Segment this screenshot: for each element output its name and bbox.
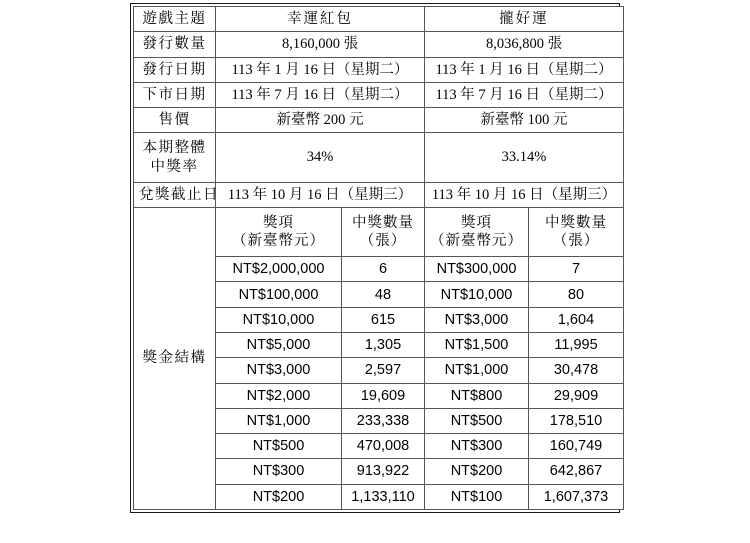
cell-game1-prize-count: 2,597 xyxy=(342,358,425,383)
subheader-game2-prize-line2: （新臺幣元） xyxy=(430,233,523,250)
cell-game1-prize-count: 913,922 xyxy=(342,459,425,484)
subheader-game2-prize-line1: 獎項 xyxy=(461,214,492,231)
value-game2-issue-quantity: 8,036,800 張 xyxy=(425,32,624,57)
cell-game2-prize-amount: NT$100 xyxy=(425,484,529,509)
subheader-game1-prize xyxy=(216,207,342,256)
row-delist-date xyxy=(134,82,624,107)
value-game1-issue-date: 113 年 1 月 16 日（星期二） xyxy=(216,57,425,82)
cell-game2-prize-amount: NT$300,000 xyxy=(425,257,529,282)
cell-game2-prize-amount: NT$3,000 xyxy=(425,307,529,332)
label-claim-deadline: 兌獎截止日 xyxy=(134,182,216,207)
cell-game2-prize-count: 7 xyxy=(529,257,624,282)
cell-game2-prize-count: 11,995 xyxy=(529,333,624,358)
subheader-game1-count-line2: （張） xyxy=(359,233,407,250)
subheader-game2-count-line2: （張） xyxy=(552,233,600,250)
cell-game2-prize-amount: NT$200 xyxy=(425,459,529,484)
subheader-game1-count xyxy=(342,207,425,256)
cell-game2-prize-count: 642,867 xyxy=(529,459,624,484)
cell-game1-prize-amount: NT$200 xyxy=(216,484,342,509)
row-claim-deadline xyxy=(134,182,624,207)
value-game2-delist-date: 113 年 7 月 16 日（星期二） xyxy=(425,82,624,107)
subheader-game1-count-line1: 中獎數量 xyxy=(352,214,414,231)
cell-game1-prize-amount: NT$10,000 xyxy=(216,307,342,332)
subheader-game2-count-line1: 中獎數量 xyxy=(545,214,607,231)
row-price xyxy=(134,108,624,133)
value-game1-delist-date: 113 年 7 月 16 日（星期二） xyxy=(216,82,425,107)
cell-game1-prize-count: 233,338 xyxy=(342,408,425,433)
cell-game2-prize-amount: NT$500 xyxy=(425,408,529,433)
cell-game2-prize-count: 30,478 xyxy=(529,358,624,383)
cell-game1-prize-count: 615 xyxy=(342,307,425,332)
value-game1-price: 新臺幣 200 元 xyxy=(216,108,425,133)
cell-game2-prize-amount: NT$800 xyxy=(425,383,529,408)
cell-game2-prize-amount: NT$1,000 xyxy=(425,358,529,383)
value-game2-title: 攏好運 xyxy=(425,7,624,32)
subheader-game2-prize xyxy=(425,207,529,256)
cell-game1-prize-amount: NT$2,000,000 xyxy=(216,257,342,282)
label-prize-structure: 獎金結構 xyxy=(134,207,216,509)
subheader-game1-prize-line2: （新臺幣元） xyxy=(232,233,325,250)
cell-game2-prize-amount: NT$10,000 xyxy=(425,282,529,307)
label-game-theme: 遊戲主題 xyxy=(134,7,216,32)
cell-game1-prize-amount: NT$300 xyxy=(216,459,342,484)
cell-game1-prize-count: 48 xyxy=(342,282,425,307)
cell-game2-prize-amount: NT$300 xyxy=(425,434,529,459)
subheader-game1-prize-line1: 獎項 xyxy=(263,214,294,231)
lottery-spec-table-container xyxy=(130,3,620,513)
value-game1-claim-deadline: 113 年 10 月 16 日（星期三） xyxy=(216,182,425,207)
value-game2-claim-deadline: 113 年 10 月 16 日（星期三） xyxy=(425,182,624,207)
row-prize-subheader xyxy=(134,207,624,256)
value-game1-issue-quantity: 8,160,000 張 xyxy=(216,32,425,57)
cell-game2-prize-count: 1,607,373 xyxy=(529,484,624,509)
cell-game2-prize-count: 80 xyxy=(529,282,624,307)
row-issue-date xyxy=(134,57,624,82)
cell-game1-prize-count: 6 xyxy=(342,257,425,282)
cell-game2-prize-count: 178,510 xyxy=(529,408,624,433)
value-game2-win-rate: 33.14% xyxy=(425,133,624,182)
value-game2-issue-date: 113 年 1 月 16 日（星期二） xyxy=(425,57,624,82)
cell-game1-prize-count: 19,609 xyxy=(342,383,425,408)
cell-game1-prize-count: 1,133,110 xyxy=(342,484,425,509)
cell-game2-prize-count: 29,909 xyxy=(529,383,624,408)
row-game-theme xyxy=(134,7,624,32)
cell-game1-prize-amount: NT$5,000 xyxy=(216,333,342,358)
row-win-rate xyxy=(134,133,624,182)
value-game1-title: 幸運紅包 xyxy=(216,7,425,32)
label-win-rate xyxy=(134,133,216,182)
label-win-rate-line2: 中獎率 xyxy=(150,158,199,175)
label-issue-date: 發行日期 xyxy=(134,57,216,82)
cell-game1-prize-amount: NT$1,000 xyxy=(216,408,342,433)
cell-game1-prize-amount: NT$500 xyxy=(216,434,342,459)
label-delist-date: 下市日期 xyxy=(134,82,216,107)
value-game1-win-rate: 34% xyxy=(216,133,425,182)
cell-game1-prize-amount: NT$3,000 xyxy=(216,358,342,383)
subheader-game2-count xyxy=(529,207,624,256)
row-issue-quantity xyxy=(134,32,624,57)
lottery-spec-table xyxy=(133,6,624,510)
cell-game1-prize-amount: NT$2,000 xyxy=(216,383,342,408)
value-game2-price: 新臺幣 100 元 xyxy=(425,108,624,133)
label-issue-quantity: 發行數量 xyxy=(134,32,216,57)
label-price: 售價 xyxy=(134,108,216,133)
spec-table-body xyxy=(134,7,624,510)
cell-game1-prize-amount: NT$100,000 xyxy=(216,282,342,307)
cell-game2-prize-count: 1,604 xyxy=(529,307,624,332)
label-win-rate-line1: 本期整體 xyxy=(142,140,207,157)
cell-game2-prize-amount: NT$1,500 xyxy=(425,333,529,358)
cell-game1-prize-count: 470,008 xyxy=(342,434,425,459)
cell-game2-prize-count: 160,749 xyxy=(529,434,624,459)
cell-game1-prize-count: 1,305 xyxy=(342,333,425,358)
